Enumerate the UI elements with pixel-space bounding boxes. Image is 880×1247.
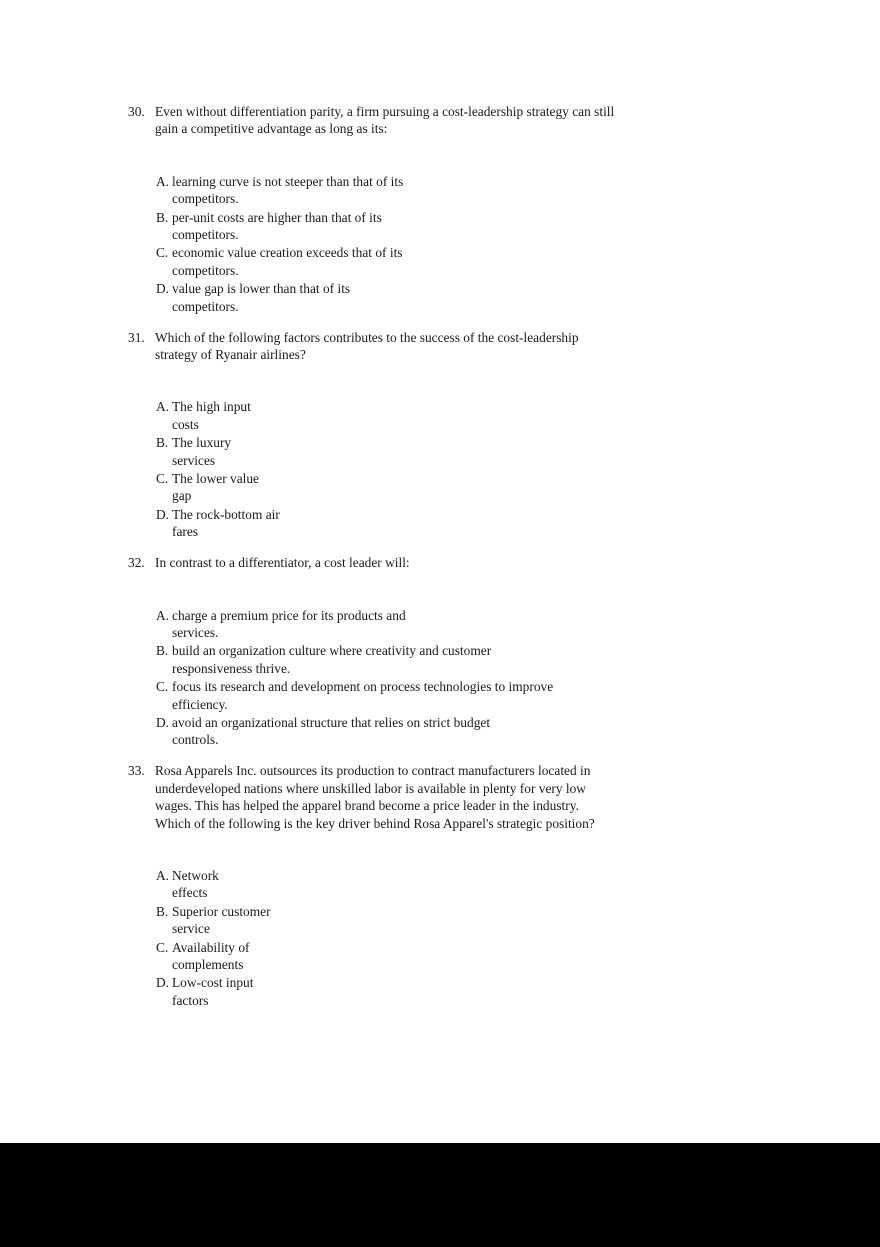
- question-text-line: underdeveloped nations where unskilled labor is available in plenty for very low: [155, 780, 586, 796]
- option-text: [172, 280, 748, 315]
- question-text-line: In contrast to a differentiator, a cost leader will:: [155, 555, 410, 571]
- option-text: [172, 173, 748, 208]
- question-text-line: Which of the following is the key driver behind Rosa Apparel's strategic position?: [155, 815, 595, 831]
- option-text-line: factors: [172, 992, 209, 1008]
- option-text: [172, 678, 748, 713]
- option-letter: B.: [156, 209, 169, 225]
- option-text-line: controls.: [172, 732, 219, 748]
- option-text-line: effects: [172, 885, 208, 901]
- option-letter: D.: [156, 714, 170, 730]
- answer-option: [156, 939, 748, 974]
- option-text-line: The lower value: [172, 471, 259, 486]
- option-text-line: Superior customer: [172, 903, 271, 919]
- option-text: [172, 434, 748, 469]
- answer-option: [156, 470, 748, 505]
- option-text: [172, 506, 748, 541]
- option-letter: A.: [156, 867, 170, 883]
- option-text-line: service: [172, 921, 210, 937]
- option-text-line: competitors.: [172, 191, 239, 207]
- option-text-line: services: [172, 452, 216, 468]
- answer-option: [156, 974, 748, 1009]
- answer-option: [156, 209, 748, 244]
- option-text-line: economic value creation exceeds that of its: [172, 245, 403, 261]
- option-text-line: competitors.: [172, 227, 239, 243]
- option-letter: D.: [156, 506, 170, 522]
- question: [128, 762, 748, 1010]
- question-body: [155, 554, 748, 750]
- option-letter: C.: [156, 471, 169, 486]
- option-text: [172, 714, 748, 749]
- option-text: [172, 607, 748, 642]
- question-body: [155, 762, 748, 1010]
- option-text: [172, 903, 748, 938]
- option-letter: C.: [156, 679, 169, 695]
- option-text-line: The high input: [172, 399, 251, 415]
- option-letter: A.: [156, 399, 170, 415]
- option-letter: D.: [156, 281, 170, 297]
- question-text-line: Even without differentiation parity, a firm pursuing a cost-leadership strategy can still: [155, 104, 615, 119]
- question-text-line: Rosa Apparels Inc. outsources its production to contract manufacturers located in: [155, 763, 591, 779]
- option-text: [172, 974, 748, 1009]
- question-number: 31.: [128, 329, 145, 345]
- answer-option: [156, 642, 748, 677]
- option-text-line: The rock-bottom air: [172, 506, 280, 522]
- option-letter: B.: [156, 903, 169, 919]
- option-text: [172, 939, 748, 974]
- option-text-line: services.: [172, 624, 219, 640]
- question-list: [128, 103, 748, 1023]
- option-letter: B.: [156, 435, 169, 451]
- option-text-line: focus its research and development on process technologies to improve: [172, 679, 554, 695]
- option-text-line: per-unit costs are higher than that of its: [172, 209, 382, 225]
- question-text: [155, 329, 748, 364]
- answer-option: [156, 903, 748, 938]
- option-text-line: responsiveness thrive.: [172, 660, 291, 676]
- option-text-line: The luxury: [172, 435, 232, 451]
- answer-option: [156, 244, 748, 279]
- option-letter: C.: [156, 245, 169, 261]
- answer-option: [156, 607, 748, 642]
- option-letter: B.: [156, 643, 169, 659]
- question-body: [155, 103, 748, 316]
- option-text: [172, 470, 748, 505]
- question: [128, 554, 748, 750]
- options-list: [156, 398, 748, 540]
- question-body: [155, 329, 748, 542]
- question-number: 33.: [128, 763, 145, 779]
- question-text: [155, 103, 748, 138]
- question-text-line: Which of the following factors contributes to the success of the cost-leadership: [155, 329, 579, 345]
- question-number: 32.: [128, 555, 145, 571]
- answer-option: [156, 280, 748, 315]
- option-text-line: avoid an organizational structure that relies on strict budget: [172, 714, 491, 730]
- option-text-line: competitors.: [172, 298, 239, 314]
- question: [128, 329, 748, 542]
- question: [128, 103, 748, 316]
- question-text: [155, 762, 748, 832]
- options-list: [156, 173, 748, 315]
- option-text-line: Low-cost input: [172, 975, 254, 991]
- option-text-line: costs: [172, 416, 199, 432]
- bottom-black-bar: [0, 1143, 880, 1247]
- option-text-line: value gap is lower than that of its: [172, 281, 351, 297]
- answer-option: [156, 867, 748, 902]
- answer-option: [156, 714, 748, 749]
- option-text-line: charge a premium price for its products and: [172, 607, 406, 623]
- option-text: [172, 642, 748, 677]
- option-text-line: learning curve is not steeper than that of its: [172, 173, 404, 189]
- option-text: [172, 244, 748, 279]
- question-number: 30.: [128, 104, 145, 119]
- option-text: [172, 867, 748, 902]
- answer-option: [156, 678, 748, 713]
- option-letter: A.: [156, 173, 170, 189]
- option-text-line: Network: [172, 867, 219, 883]
- answer-option: [156, 434, 748, 469]
- option-text-line: gap: [172, 488, 192, 504]
- option-text: [172, 209, 748, 244]
- option-text-line: fares: [172, 524, 199, 540]
- question-text-line: gain a competitive advantage as long as its:: [155, 121, 388, 137]
- option-text-line: complements: [172, 956, 244, 972]
- option-text-line: competitors.: [172, 262, 239, 278]
- option-letter: C.: [156, 939, 169, 955]
- question-text: [155, 554, 748, 571]
- option-text-line: Availability of: [172, 939, 250, 955]
- answer-option: [156, 173, 748, 208]
- option-text-line: efficiency.: [172, 696, 228, 712]
- answer-option: [156, 506, 748, 541]
- options-list: [156, 607, 748, 749]
- question-text-line: strategy of Ryanair airlines?: [155, 346, 306, 362]
- option-letter: A.: [156, 607, 170, 623]
- options-list: [156, 867, 748, 1009]
- option-letter: D.: [156, 975, 170, 991]
- question-text-line: wages. This has helped the apparel brand become a price leader in the industry.: [155, 798, 579, 814]
- option-text: [172, 398, 748, 433]
- answer-option: [156, 398, 748, 433]
- option-text-line: build an organization culture where creativity and customer: [172, 643, 492, 659]
